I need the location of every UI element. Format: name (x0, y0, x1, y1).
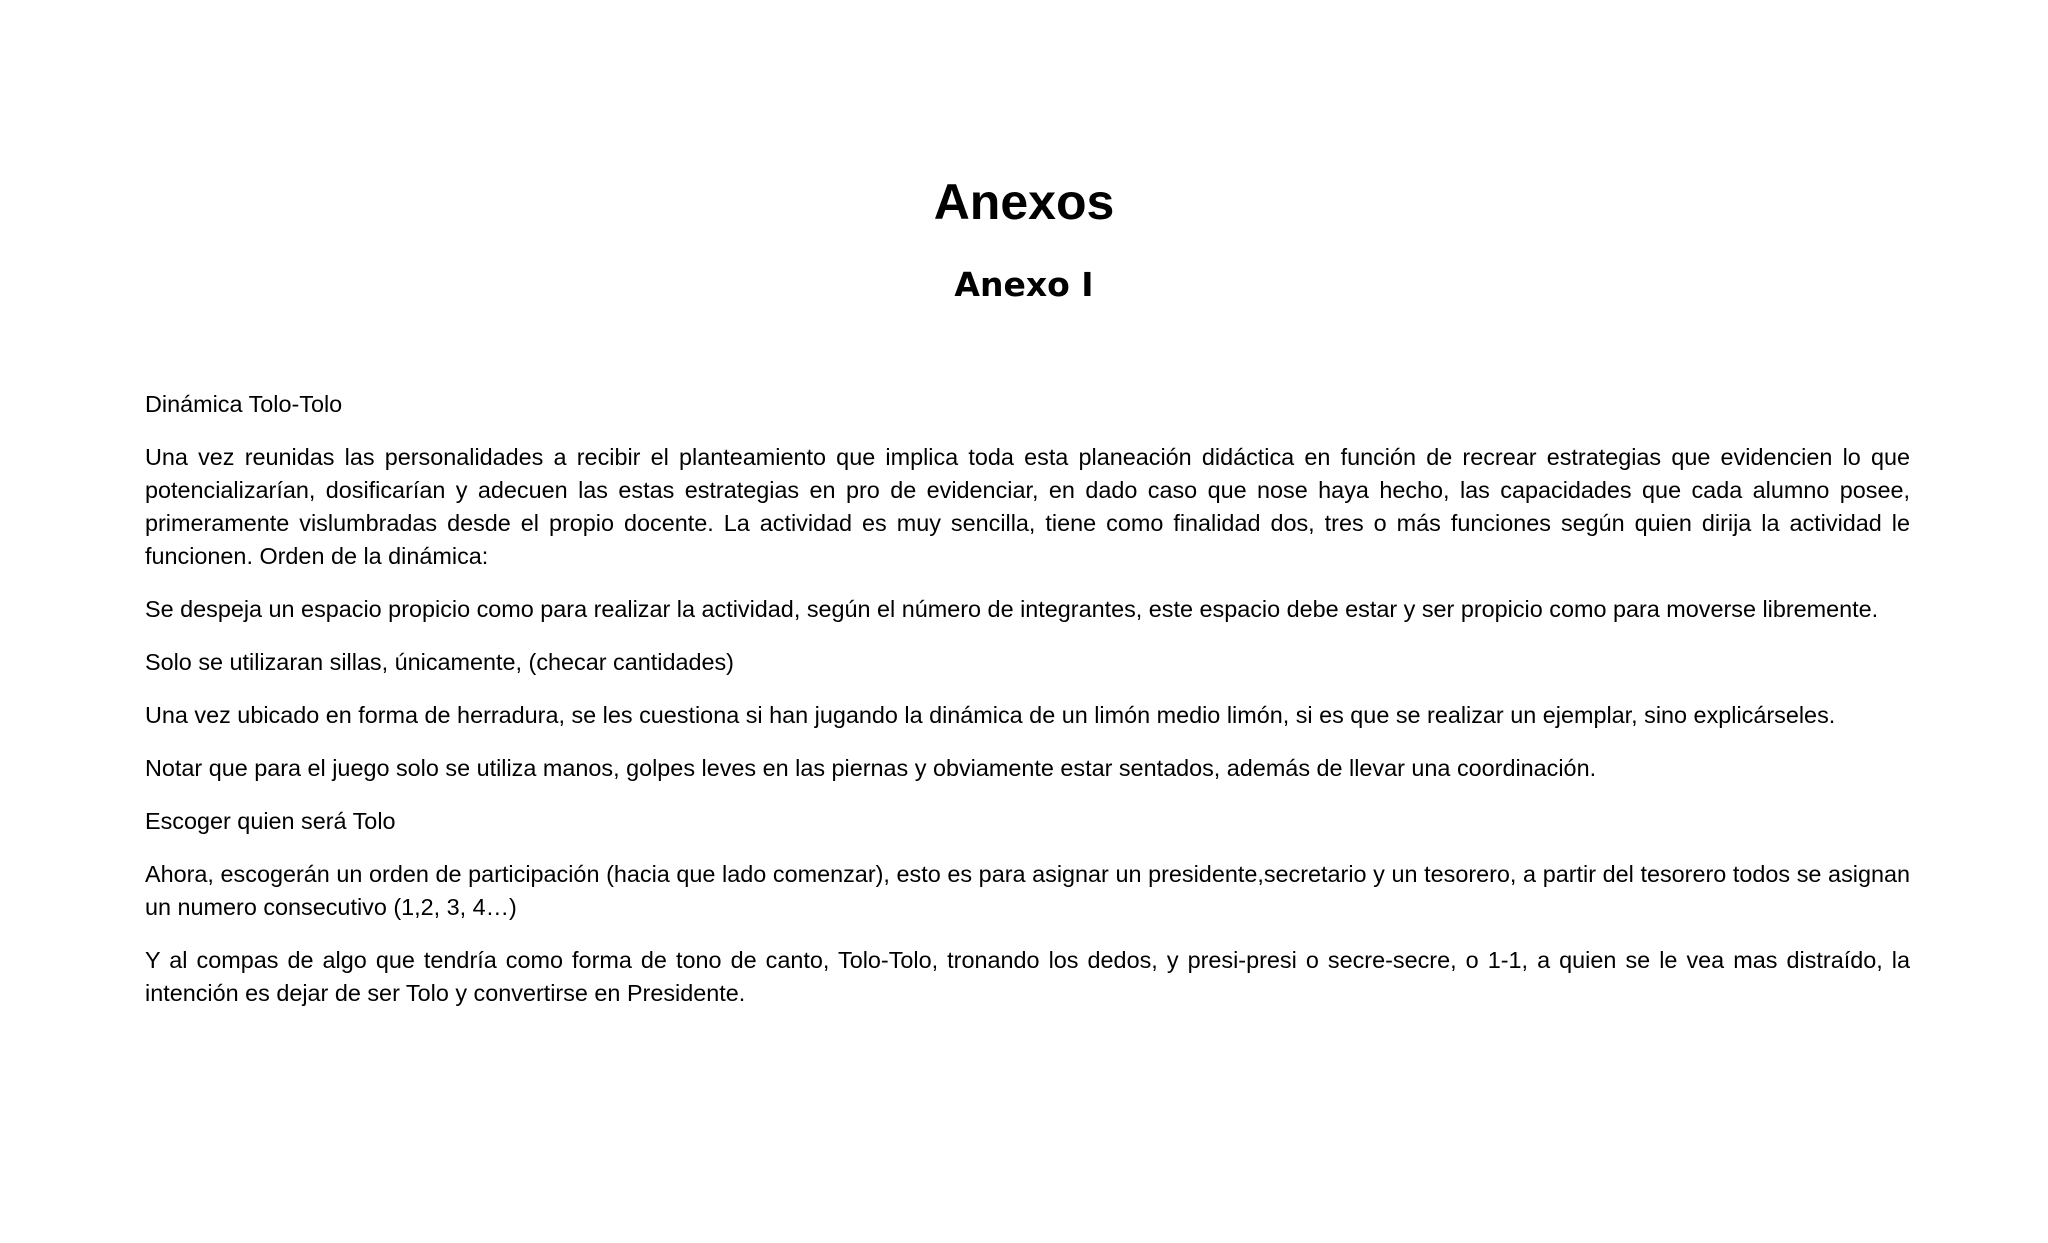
section-heading: Anexo I (954, 265, 1094, 304)
paragraph-hands-note: Notar que para el juego solo se utiliza manos, golpes leves en las piernas y obviamente estar sentados, además de llevar una coordinación. (145, 755, 1597, 781)
paragraph-horseshoe: Una vez ubicado en forma de herradura, se les cuestiona si han jugando la dinámica de un limón medio limón, si es que se realizar un ejemplar, sino explicárseles. (145, 702, 1836, 728)
paragraph-choose-tolo: Escoger quien será Tolo (145, 808, 396, 834)
paragraph-introduction: Una vez reunidas las personalidades a recibir el planteamiento que implica toda esta planeación didáctica en función de recrear estrategias que evidencien lo que potencializarían, dosificarían y adecuen las estas estrategias en pro de evidenciar, en dado caso que nose haya hecho, las capacidades que cada alumno posee, primeramente vislumbradas desde el propio docente. La actividad es muy sencilla, tiene como finalidad dos, tres o más funciones según quien dirija la actividad le funcionen. Orden de la dinámica: (145, 444, 1910, 569)
paragraph-space: Se despeja un espacio propicio como para realizar la actividad, según el número de integrantes, este espacio debe estar y ser propicio como para moverse libremente. (145, 596, 1879, 622)
paragraph-order: Ahora, escogerán un orden de participación (hacia que lado comenzar), esto es para asignar un presidente,secretario y un tesorero, a partir del tesorero todos se asignan un numero consecutivo (1,2, 3, 4…) (145, 861, 1910, 920)
paragraph-activity-title: Dinámica Tolo-Tolo (145, 391, 343, 417)
document-body (145, 388, 1910, 1030)
page-title: Anexos (933, 174, 1115, 230)
paragraph-chairs: Solo se utilizaran sillas, únicamente, (checar cantidades) (145, 649, 734, 675)
paragraph-rhythm: Y al compas de algo que tendría como forma de tono de canto, Tolo-Tolo, tronando los dedos, y presi-presi o secre-secre, o 1-1, a quien se le vea mas distraído, la intención es dejar de ser Tolo y convertirse en Presidente. (145, 947, 1910, 1006)
